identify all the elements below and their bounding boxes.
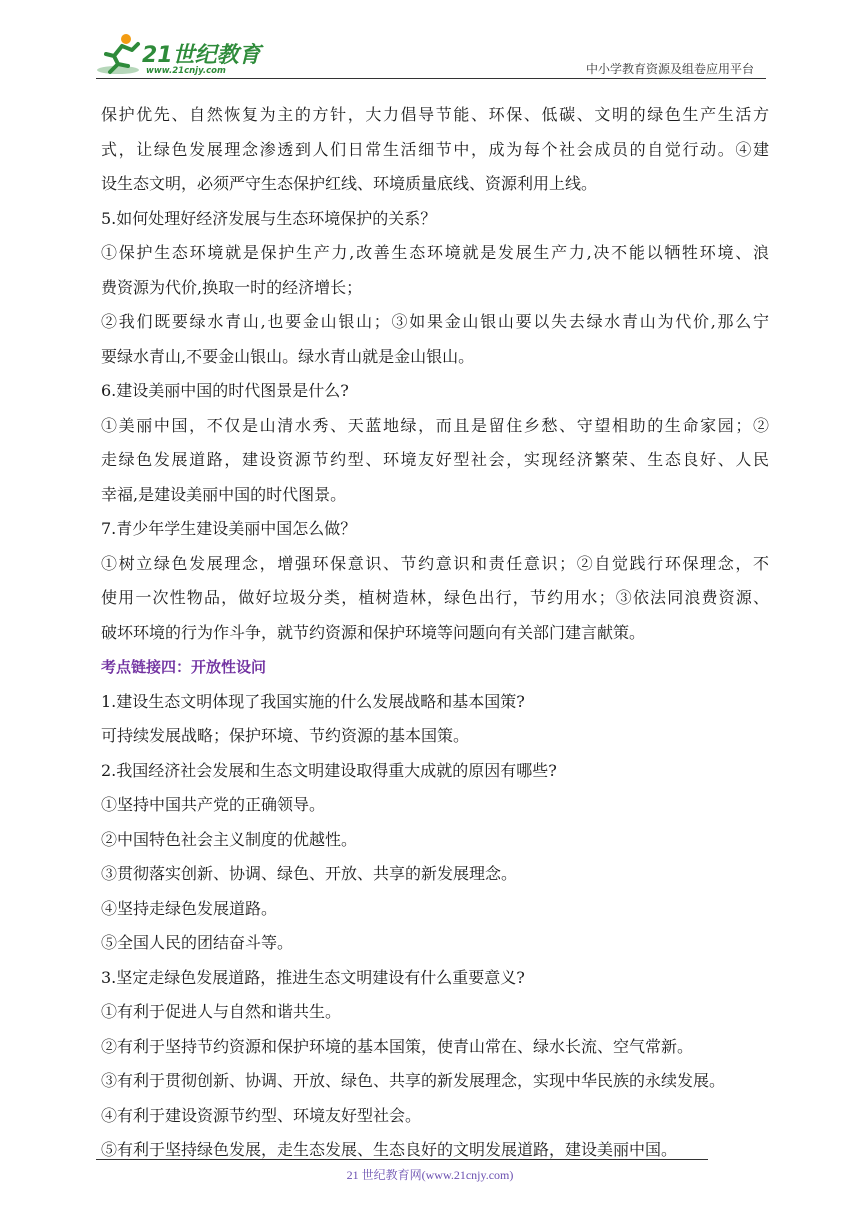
page-header xyxy=(0,0,860,90)
text-line: 走绿色发展道路，建设资源节约型、环境友好型社会，实现经济繁荣、生态良好、人民 xyxy=(101,450,769,469)
text-line: 破坏环境的行为作斗争，就节约资源和保护环境等问题向有关部门建言献策。 xyxy=(101,622,646,642)
text-line: ①有利于促进人与自然和谐共生。 xyxy=(101,1002,342,1021)
document-body xyxy=(101,98,769,1168)
text-line: 1.建设生态文明体现了我国实施的什么发展战略和基本国策? xyxy=(101,691,525,711)
text-line: 7.青少年学生建设美丽中国怎么做？ xyxy=(101,519,357,538)
text-line: ⑤全国人民的团结奋斗等。 xyxy=(101,933,294,952)
text-line: 可持续发展战略；保护环境、节约资源的基本国策。 xyxy=(101,726,470,745)
header-divider xyxy=(96,78,766,79)
platform-name: 中小学教育资源及组卷应用平台 xyxy=(585,62,754,76)
text-line: ①坚持中国共产党的正确领导。 xyxy=(101,795,326,814)
text-line: ③有利于贯彻创新、协调、开放、绿色、共享的新发展理念，实现中华民族的永续发展。 xyxy=(101,1071,726,1090)
logo-text: 21世纪教育 xyxy=(142,43,261,68)
text-line: ①美丽中国，不仅是山清水秀、天蓝地绿，而且是留住乡愁、守望相助的生命家园；② xyxy=(101,415,769,435)
text-line: ①树立绿色发展理念，增强环保意识、节约意识和责任意识；②自觉践行环保理念，不 xyxy=(101,553,769,573)
text-line: 使用一次性物品，做好垃圾分类，植树造林，绿色出行，节约用水；③依法同浪费资源、 xyxy=(101,588,769,607)
text-line: 式，让绿色发展理念渗透到人们日常生活细节中，成为每个社会成员的自觉行动。④建 xyxy=(101,139,769,159)
logo-url: www.21cnjy.com xyxy=(146,66,226,76)
text-line: ⑤有利于坚持绿色发展，走生态发展、生态良好的文明发展道路，建设美丽中国。 xyxy=(101,1140,678,1159)
logo xyxy=(96,30,266,78)
text-line: ①保护生态环境就是保护生产力,改善生态环境就是发展生产力,决不能以牺牲环境、浪 xyxy=(101,243,769,262)
footer-text: 21 世纪教育网(www.21cnjy.com) xyxy=(346,1168,514,1182)
text-line: 3.坚定走绿色发展道路，推进生态文明建设有什么重要意义? xyxy=(101,967,525,987)
text-line: 要绿水青山,不要金山银山。绿水青山就是金山银山。 xyxy=(101,346,475,366)
text-line: ④有利于建设资源节约型、环境友好型社会。 xyxy=(101,1105,422,1125)
text-line: 设生态文明，必须严守生态保护红线、环境质量底线、资源利用上线。 xyxy=(101,174,598,193)
text-line: 费资源为代价,换取一时的经济增长； xyxy=(101,277,363,297)
runner-logo-icon xyxy=(96,30,144,78)
text-line: 2.我国经济社会发展和生态文明建设取得重大成就的原因有哪些? xyxy=(101,760,557,780)
footer-divider xyxy=(96,1159,708,1160)
text-line: ②我们既要绿水青山,也要金山银山；③如果金山银山要以失去绿水青山为代价,那么宁 xyxy=(101,312,769,331)
text-line: 幸福,是建设美丽中国的时代图景。 xyxy=(101,484,347,504)
section-heading: 考点链接四：开放性设问 xyxy=(101,658,267,676)
text-line: 5.如何处理好经济发展与生态环境保护的关系？ xyxy=(101,208,437,228)
text-line: ②有利于坚持节约资源和保护环境的基本国策，使青山常在、绿水长流、空气常新。 xyxy=(101,1036,694,1056)
text-line: 6.建设美丽中国的时代图景是什么? xyxy=(101,381,349,400)
text-line: ④坚持走绿色发展道路。 xyxy=(101,898,278,918)
text-line: ②中国特色社会主义制度的优越性。 xyxy=(101,829,358,849)
text-line: ③贯彻落实创新、协调、绿色、开放、共享的新发展理念。 xyxy=(101,864,518,883)
text-line: 保护优先、自然恢复为主的方针，大力倡导节能、环保、低碳、文明的绿色生产生活方 xyxy=(101,105,769,124)
